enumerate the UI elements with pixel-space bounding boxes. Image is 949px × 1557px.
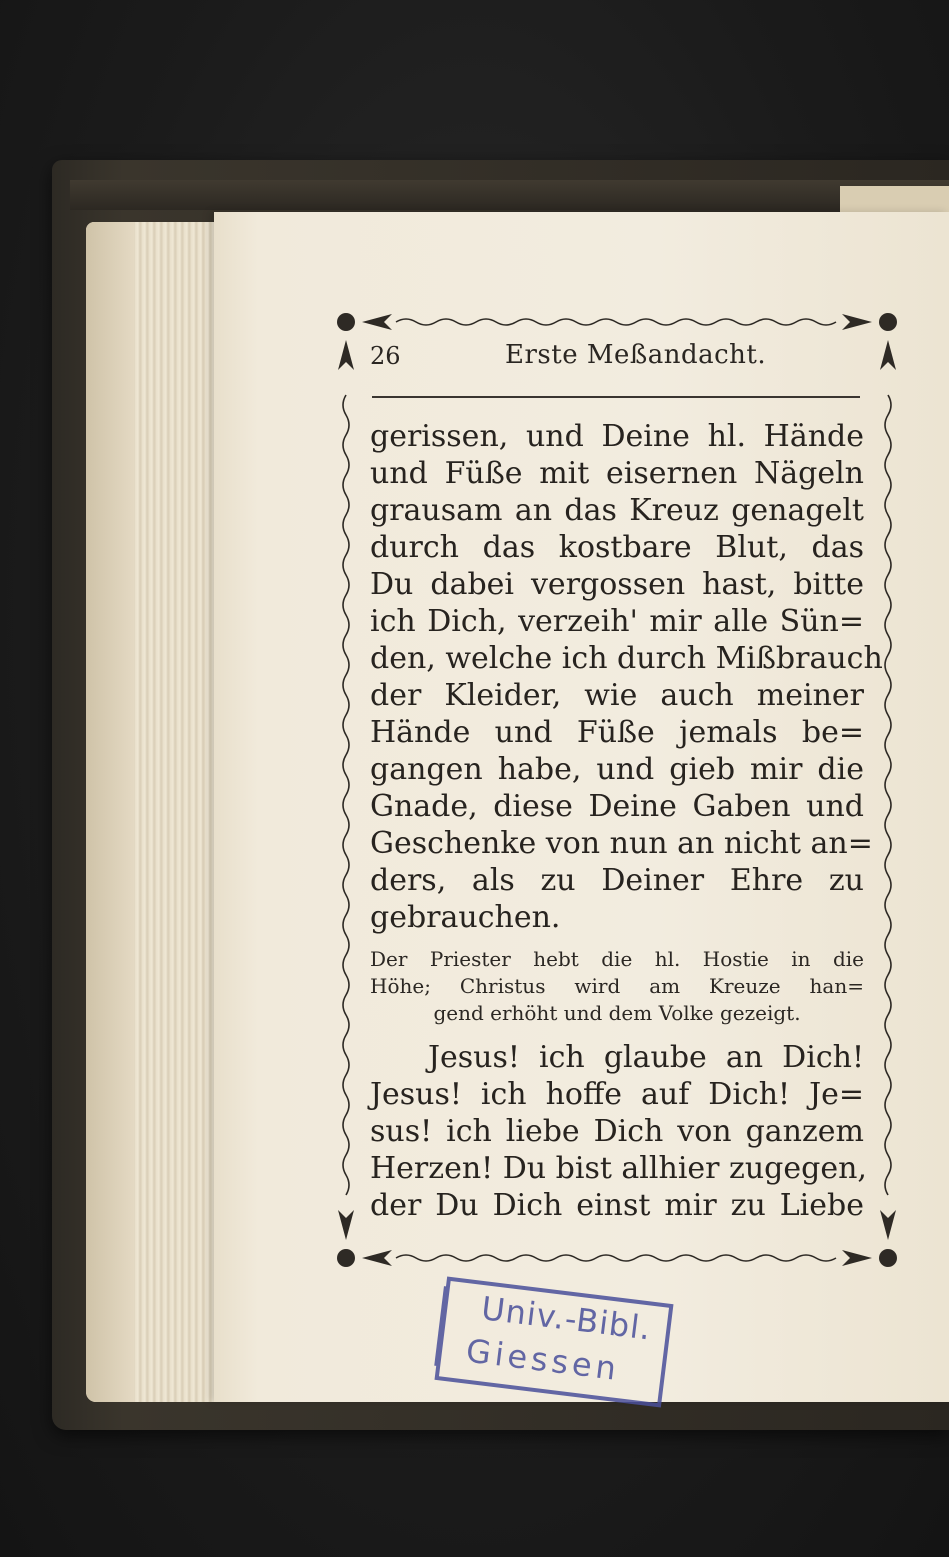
- text-line: grausam an das Kreuz genagelt: [370, 493, 864, 528]
- text-line: den, welche ich durch Mißbrauch: [370, 641, 883, 676]
- text-line: Hände und Füße jemals be=: [370, 715, 864, 750]
- page-header: [370, 340, 860, 380]
- text-line: Gnade, diese Deine Gaben und: [370, 789, 864, 824]
- header-rule: [372, 396, 860, 398]
- stamp-line-1: Univ.-Bibl.: [479, 1289, 654, 1348]
- rubric-line: Der Priester hebt die hl. Hostie in die: [370, 947, 864, 971]
- paragraph-2: [370, 1039, 867, 1224]
- page-body: [370, 418, 883, 1224]
- text-line: durch das kostbare Blut, das: [370, 530, 864, 565]
- text-line: sus! ich liebe Dich von ganzem: [370, 1114, 864, 1149]
- text-line: gerissen, und Deine hl. Hände: [370, 419, 864, 454]
- text-line: der Kleider, wie auch meiner: [370, 678, 864, 713]
- text-line: Du dabei vergossen hast, bitte: [370, 567, 864, 602]
- text-line: ders, als zu Deiner Ehre zu: [370, 863, 864, 898]
- book-cover-top-edge: [70, 180, 949, 210]
- page-stack-edge: [86, 222, 134, 1402]
- text-line: ich Dich, verzeih' mir alle Sün=: [370, 604, 864, 639]
- stamp-line-2: Giessen: [464, 1331, 623, 1389]
- paragraph-1: [370, 418, 883, 936]
- text-line: und Füße mit eisernen Nägeln: [370, 456, 864, 491]
- running-title: Erste Meßandacht.: [505, 340, 767, 370]
- text-line: gebrauchen.: [370, 900, 561, 935]
- text-line: der Du Dich einst mir zu Liebe: [370, 1188, 864, 1223]
- text-line: Herzen! Du bist allhier zugegen,: [370, 1151, 867, 1186]
- page-number: 26: [370, 342, 401, 370]
- rubric-line: Höhe; Christus wird am Kreuze han=: [370, 974, 864, 998]
- text-line: Jesus! ich glaube an Dich!: [428, 1040, 864, 1075]
- text-line: gangen habe, und gieb mir die: [370, 752, 864, 787]
- rubric-line: gend erhöht und dem Volke gezeigt.: [433, 1001, 801, 1025]
- text-line: Geschenke von nun an nicht an=: [370, 826, 873, 861]
- text-line: Jesus! ich hoffe auf Dich! Je=: [370, 1077, 864, 1112]
- rubric-instruction: [370, 946, 864, 1027]
